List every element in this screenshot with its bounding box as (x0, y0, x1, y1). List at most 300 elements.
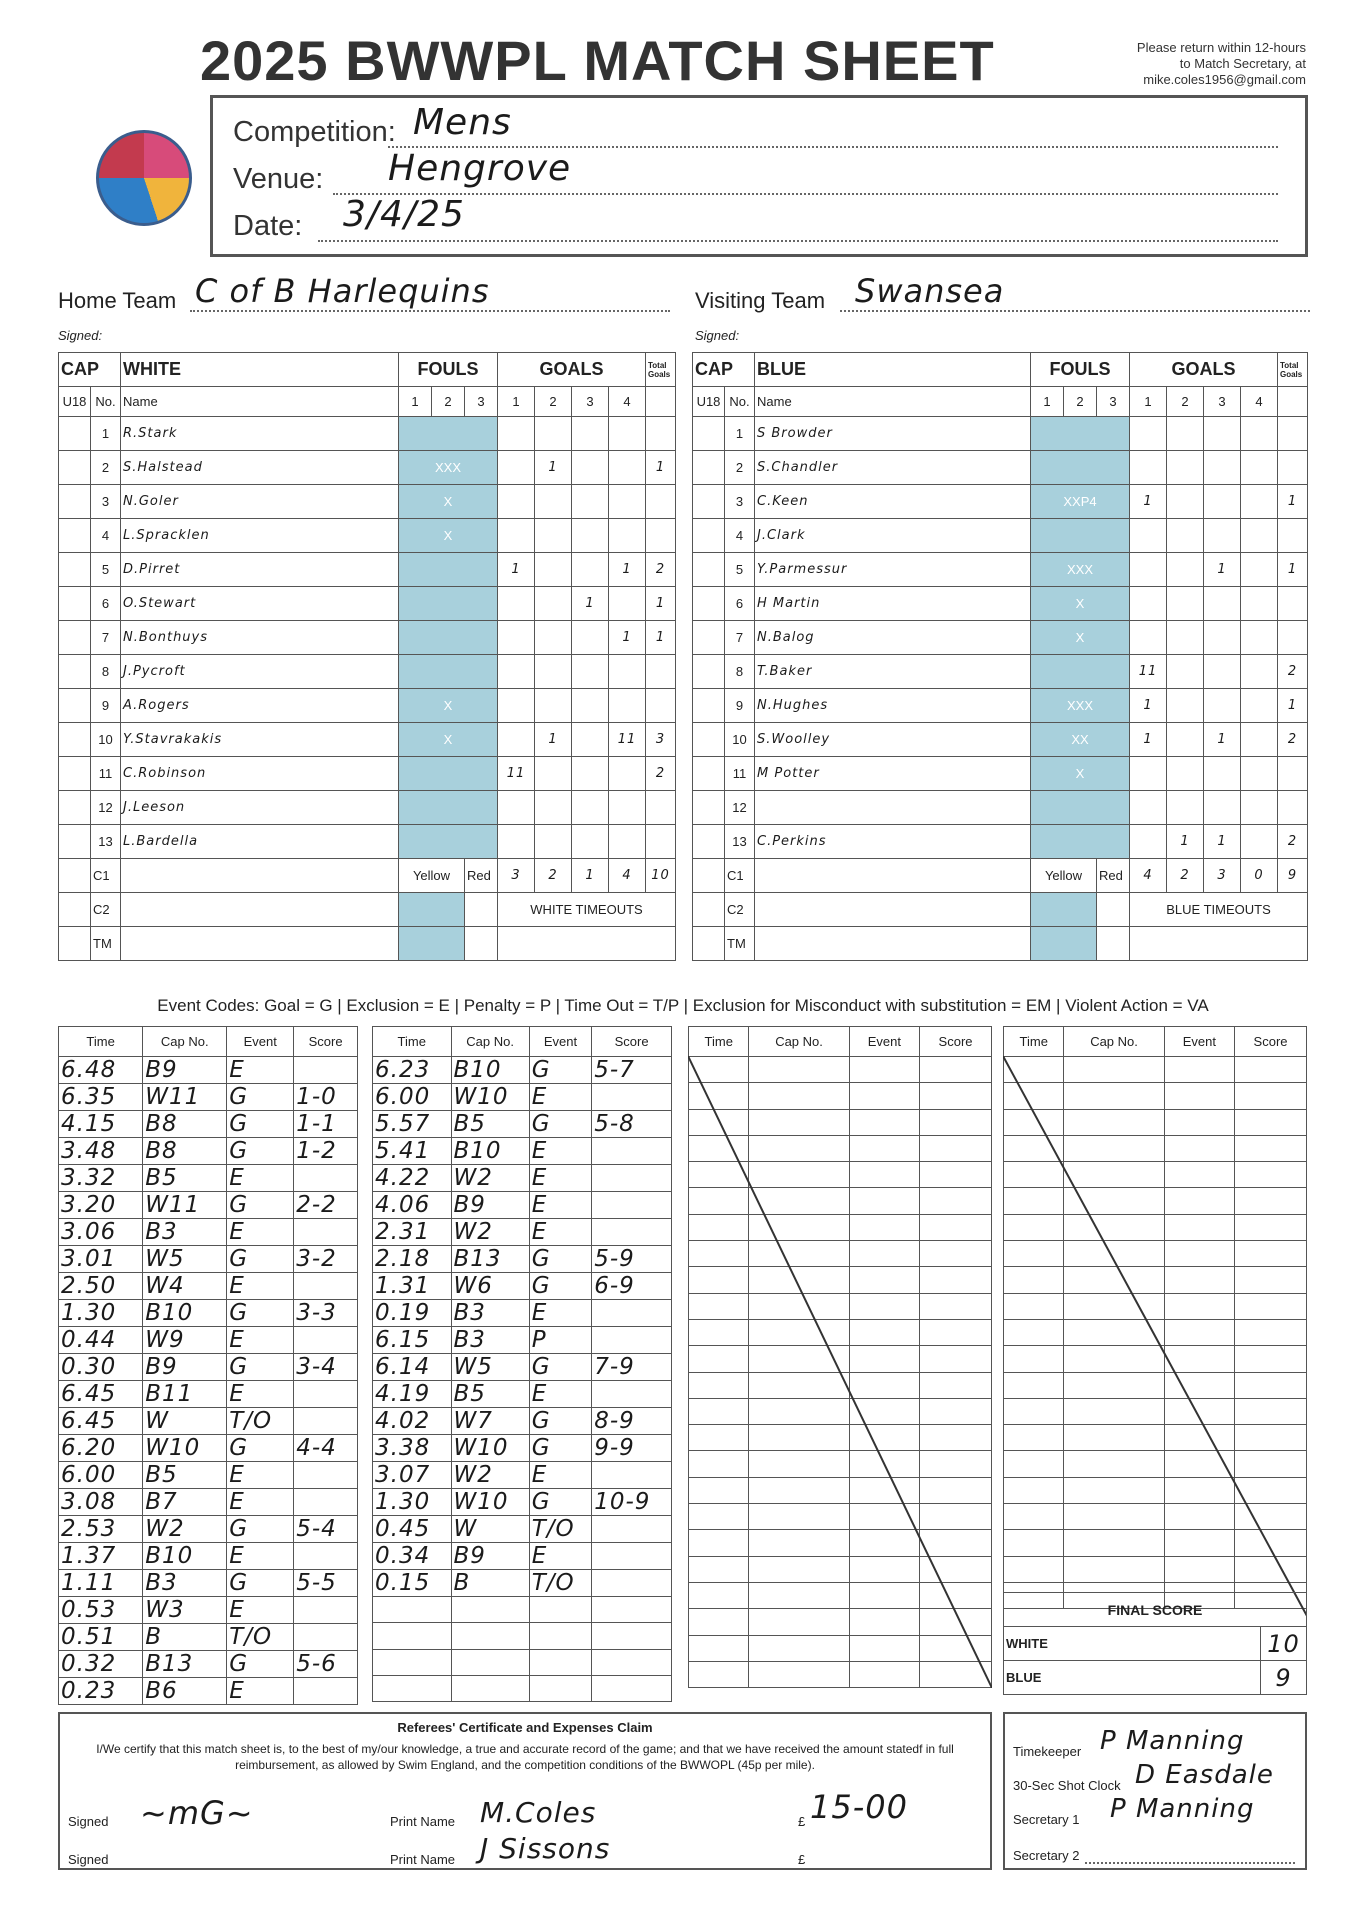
event-row (373, 1675, 672, 1701)
player-total: 2 (1278, 825, 1308, 859)
event-cell: B3 (451, 1327, 529, 1354)
player-name: S.Halstead (121, 451, 399, 485)
event-cell: B8 (143, 1111, 227, 1138)
event-row (373, 1138, 672, 1165)
event-cell: G (529, 1354, 591, 1381)
player-goals (1167, 689, 1204, 723)
player-total: 1 (646, 451, 676, 485)
event-cell: 0.51 (59, 1624, 143, 1651)
event-cell (294, 1408, 358, 1435)
event-cell: G (227, 1570, 294, 1597)
event-cell: E (227, 1489, 294, 1516)
sheet-title: 2025 BWWPL MATCH SHEET (200, 29, 995, 92)
event-cell (294, 1273, 358, 1300)
player-total (646, 825, 676, 859)
event-cell: 6.14 (373, 1354, 452, 1381)
player-goals: 1 (1204, 723, 1241, 757)
event-cell: 6.48 (59, 1057, 143, 1084)
event-cell: 1-0 (294, 1084, 358, 1111)
player-fouls (1031, 655, 1130, 689)
event-row (59, 1354, 358, 1381)
event-cell: B3 (143, 1219, 227, 1246)
strike-through-line (1003, 1056, 1307, 1616)
player-goals (1167, 485, 1204, 519)
player-fouls: XXX (399, 451, 498, 485)
player-goals (1241, 757, 1278, 791)
event-row (59, 1624, 358, 1651)
player-goals (1130, 825, 1167, 859)
player-goals (572, 485, 609, 519)
event-cell: 1.30 (59, 1300, 143, 1327)
event-cell: B13 (451, 1246, 529, 1273)
event-cell: W9 (143, 1327, 227, 1354)
event-cell: 1.11 (59, 1570, 143, 1597)
player-goals: 1 (1167, 825, 1204, 859)
event-cell: B6 (143, 1678, 227, 1705)
event-cell: W11 (143, 1192, 227, 1219)
player-fouls: X (399, 519, 498, 553)
event-cell: W3 (143, 1597, 227, 1624)
event-cell: E (529, 1462, 591, 1489)
event-cell: 4.06 (373, 1192, 452, 1219)
player-row: 3 C.Keen XXP4 1 1 (693, 485, 1308, 519)
player-total (1278, 519, 1308, 553)
event-row (373, 1489, 672, 1516)
player-total (1278, 791, 1308, 825)
event-cell: 3-3 (294, 1300, 358, 1327)
player-goals: 1 (1204, 825, 1241, 859)
referee-certificate: Referees' Certificate and Expenses Claim I/We certify that this match sheet is, to the best of my/our knowledge, a true and accurate record of the game; and that we have received the amount statedf in full reimbursement, as allowed by Swim England, and the competition conditions of the BWWOPL (45p per mile). Signed ~mG~ Print Name M.Coles £ 15-00 Signed Print Name J Sissons £ (58, 1712, 992, 1870)
player-goals (609, 791, 646, 825)
events-table-4: Time Cap No. Event Score (1003, 1026, 1307, 1609)
player-goals (1241, 553, 1278, 587)
player-goals: 11 (1130, 655, 1167, 689)
player-goals: 11 (609, 723, 646, 757)
player-goals (1167, 757, 1204, 791)
event-cell (294, 1381, 358, 1408)
event-cell: 6.35 (59, 1084, 143, 1111)
event-cell: B10 (451, 1138, 529, 1165)
event-cell: B5 (451, 1381, 529, 1408)
event-row (59, 1543, 358, 1570)
event-cell: B9 (143, 1354, 227, 1381)
event-cell: 4-4 (294, 1435, 358, 1462)
event-row (373, 1623, 672, 1649)
event-cell: 1.31 (373, 1273, 452, 1300)
player-goals: 1 (535, 723, 572, 757)
player-goals (1204, 587, 1241, 621)
event-cell: E (227, 1678, 294, 1705)
player-goals (535, 655, 572, 689)
event-cell: 3.07 (373, 1462, 452, 1489)
player-name: S.Woolley (755, 723, 1031, 757)
player-name: D.Pirret (121, 553, 399, 587)
date-label: Date: (233, 210, 303, 242)
event-cell (294, 1489, 358, 1516)
player-fouls (399, 417, 498, 451)
player-goals (535, 791, 572, 825)
event-cell: 5-7 (592, 1057, 672, 1084)
event-row (373, 1192, 672, 1219)
player-fouls: X (399, 723, 498, 757)
player-row: 12 (693, 791, 1308, 825)
player-goals (1204, 485, 1241, 519)
event-cell: G (227, 1516, 294, 1543)
player-fouls: X (399, 689, 498, 723)
player-goals (572, 757, 609, 791)
match-details-box (210, 95, 1308, 257)
final-blue-score: 9 (1261, 1661, 1307, 1695)
player-goals (609, 451, 646, 485)
event-cell: 2.31 (373, 1219, 452, 1246)
event-cell: 1-1 (294, 1111, 358, 1138)
event-row (59, 1678, 358, 1705)
event-cell (592, 1381, 672, 1408)
event-row (373, 1543, 672, 1570)
venue-label: Venue: (233, 163, 324, 195)
event-cell: T/O (227, 1624, 294, 1651)
event-row (59, 1246, 358, 1273)
player-goals: 1 (609, 621, 646, 655)
event-cell: 2.50 (59, 1273, 143, 1300)
event-cell: 6.00 (59, 1462, 143, 1489)
player-goals (1241, 723, 1278, 757)
player-goals (535, 553, 572, 587)
officials-box: Timekeeper P Manning 30-Sec Shot Clock D Easdale Secretary 1 P Manning Secretary 2 (1003, 1712, 1307, 1870)
event-cell (294, 1219, 358, 1246)
event-row (373, 1111, 672, 1138)
event-cell: 0.15 (373, 1570, 452, 1597)
events-table-1: Time Cap No. Event Score 6.48 B9 E 6.35 W11 G 1-0 4.15 B8 G 1-1 3.48 B8 G 1-2 3.32 B5 E 3.20 W11 G 2-2 3.06 B3 E 3.01 W5 G 3-2 2.50 W4 E 1.30 B10 G 3-3 0.44 W9 E 0.30 B9 G 3-4 6.45 B11 E 6.45 W T/O 6.20 W10 G 4-4 6.00 B5 E 3.08 B7 E 2.53 W2 G 5-4 1.37 B10 E 1.11 B3 G 5-5 0.53 W3 E 0.51 B T/O 0.32 B13 G 5-6 0.23 B6 E (58, 1026, 358, 1705)
event-cell: B5 (143, 1462, 227, 1489)
player-row: 13 C.Perkins 1 1 2 (693, 825, 1308, 859)
final-white-score: 10 (1261, 1627, 1307, 1661)
player-name: C.Robinson (121, 757, 399, 791)
event-cell: E (227, 1543, 294, 1570)
event-cell: 3.32 (59, 1165, 143, 1192)
player-total: 2 (1278, 655, 1308, 689)
event-cell: 6.45 (59, 1381, 143, 1408)
event-cell: W11 (143, 1084, 227, 1111)
event-cell: 0.32 (59, 1651, 143, 1678)
player-name: Y.Parmessur (755, 553, 1031, 587)
event-cell: E (227, 1327, 294, 1354)
event-cell: B10 (143, 1543, 227, 1570)
player-row: 8 J.Pycroft (59, 655, 676, 689)
player-goals (1167, 723, 1204, 757)
player-total (1278, 451, 1308, 485)
player-row: 9 N.Hughes XXX 1 1 (693, 689, 1308, 723)
player-goals (498, 825, 535, 859)
event-cell (592, 1300, 672, 1327)
event-cell: 8-9 (592, 1408, 672, 1435)
player-goals (1241, 417, 1278, 451)
player-goals (498, 621, 535, 655)
player-goals (1204, 757, 1241, 791)
player-goals (1204, 417, 1241, 451)
event-cell: 9-9 (592, 1435, 672, 1462)
player-goals (498, 655, 535, 689)
player-row: 6 H Martin X (693, 587, 1308, 621)
referee-1-print-name: M.Coles (480, 1796, 597, 1829)
event-cell (294, 1462, 358, 1489)
player-goals (609, 417, 646, 451)
player-goals (498, 485, 535, 519)
visiting-team-value: Swansea (855, 272, 1005, 310)
player-total (1278, 587, 1308, 621)
event-cell: B9 (451, 1543, 529, 1570)
event-cell: E (529, 1138, 591, 1165)
venue-value: Hengrove (388, 148, 572, 189)
event-cell: T/O (227, 1408, 294, 1435)
player-name: O.Stewart (121, 587, 399, 621)
player-total: 1 (1278, 553, 1308, 587)
event-row (373, 1649, 672, 1675)
white-team-table: CAP WHITE FOULS GOALS Total Goals U18 No. Name 1 2 3 1 2 3 4 1 R.Stark 2 S.Halstead XXX 1 1 3 N.Goler X 4 L.Spracklen X 5 D.Pirret 1 1 2 6 O.Stewart 1 1 7 N.Bonthuys 1 1 8 J.Pycroft 9 A.Rogers X 10 Y.Stavrakakis X 1 11 3 11 C.Robinson 11 2 12 J.Leeson 13 L.Bardella C1 Yellow Red 3 2 1 4 10 C2 WHITE TIMEOUTS TM (58, 352, 676, 961)
player-fouls (399, 553, 498, 587)
player-goals (609, 689, 646, 723)
player-goals (1130, 621, 1167, 655)
player-fouls: X (1031, 587, 1130, 621)
player-goals: 1 (535, 451, 572, 485)
event-cell: 6.45 (59, 1408, 143, 1435)
event-cell: G (529, 1408, 591, 1435)
player-goals: 1 (609, 553, 646, 587)
player-goals (498, 791, 535, 825)
event-cell: 7-9 (592, 1354, 672, 1381)
event-cell: G (529, 1246, 591, 1273)
event-row (59, 1462, 358, 1489)
event-cell: W (143, 1408, 227, 1435)
player-row: 5 D.Pirret 1 1 2 (59, 553, 676, 587)
player-name: J.Clark (755, 519, 1031, 553)
player-name: N.Hughes (755, 689, 1031, 723)
event-row (59, 1570, 358, 1597)
player-name: S Browder (755, 417, 1031, 451)
player-goals (609, 757, 646, 791)
event-cell: 5.41 (373, 1138, 452, 1165)
event-row (59, 1165, 358, 1192)
player-fouls (1031, 825, 1130, 859)
event-cell: W10 (451, 1084, 529, 1111)
player-total: 2 (1278, 723, 1308, 757)
event-cell: 5-4 (294, 1516, 358, 1543)
player-name: Y.Stavrakakis (121, 723, 399, 757)
event-cell (592, 1165, 672, 1192)
event-cell: E (227, 1597, 294, 1624)
event-cell (592, 1219, 672, 1246)
player-goals (1167, 417, 1204, 451)
competition-value: Mens (413, 102, 512, 143)
event-cell: 5-6 (294, 1651, 358, 1678)
event-cell: 6.20 (59, 1435, 143, 1462)
event-cell: E (529, 1543, 591, 1570)
player-row: 11 M Potter X (693, 757, 1308, 791)
referee-1-amount: 15-00 (810, 1788, 908, 1826)
event-cell: 5-8 (592, 1111, 672, 1138)
player-name: C.Keen (755, 485, 1031, 519)
return-note: Please return within 12-hours to Match Secretary, at mike.coles1956@gmail.com (1136, 40, 1306, 87)
event-cell: 2-2 (294, 1192, 358, 1219)
player-fouls (399, 791, 498, 825)
event-cell: 2.53 (59, 1516, 143, 1543)
player-total (646, 519, 676, 553)
event-row (59, 1219, 358, 1246)
player-goals (1167, 553, 1204, 587)
event-cell: T/O (529, 1570, 591, 1597)
player-goals (1130, 519, 1167, 553)
player-total (646, 485, 676, 519)
event-cell: E (227, 1057, 294, 1084)
event-cell: 0.34 (373, 1543, 452, 1570)
player-name: C.Perkins (755, 825, 1031, 859)
player-goals (535, 587, 572, 621)
player-goals (1130, 757, 1167, 791)
event-cell: 3-2 (294, 1246, 358, 1273)
event-cell: 4.22 (373, 1165, 452, 1192)
event-cell: 2.18 (373, 1246, 452, 1273)
event-cell: B8 (143, 1138, 227, 1165)
event-cell: B9 (451, 1192, 529, 1219)
event-cell: B5 (451, 1111, 529, 1138)
player-row: 13 L.Bardella (59, 825, 676, 859)
player-row: 3 N.Goler X (59, 485, 676, 519)
event-cell: 4.02 (373, 1408, 452, 1435)
event-row (373, 1354, 672, 1381)
event-cell: W10 (451, 1435, 529, 1462)
player-goals (1241, 485, 1278, 519)
event-cell (294, 1327, 358, 1354)
event-cell: 5-9 (592, 1246, 672, 1273)
event-row (373, 1381, 672, 1408)
event-cell: 5.57 (373, 1111, 452, 1138)
event-cell: 4.19 (373, 1381, 452, 1408)
event-cell: 1.37 (59, 1543, 143, 1570)
home-team-label: Home Team (58, 288, 177, 313)
event-cell: B13 (143, 1651, 227, 1678)
water-polo-ball-logo (96, 130, 192, 226)
event-cell: B (143, 1624, 227, 1651)
event-row (373, 1435, 672, 1462)
player-goals: 1 (1130, 689, 1167, 723)
event-cell: B5 (143, 1165, 227, 1192)
event-cell: G (529, 1111, 591, 1138)
timekeeper-name: P Manning (1100, 1726, 1245, 1756)
event-cell (592, 1327, 672, 1354)
event-cell (592, 1138, 672, 1165)
player-goals (535, 485, 572, 519)
event-cell: 5-5 (294, 1570, 358, 1597)
event-cell: B (451, 1570, 529, 1597)
player-goals (1241, 451, 1278, 485)
event-row (373, 1084, 672, 1111)
player-row: 7 N.Bonthuys 1 1 (59, 621, 676, 655)
player-goals (498, 451, 535, 485)
event-row (59, 1192, 358, 1219)
competition-label: Competition: (233, 116, 396, 148)
event-cell: G (529, 1057, 591, 1084)
player-fouls: XXX (1031, 689, 1130, 723)
player-fouls (1031, 519, 1130, 553)
event-cell: 0.45 (373, 1516, 452, 1543)
player-total: 1 (646, 621, 676, 655)
player-name (755, 791, 1031, 825)
player-total: 3 (646, 723, 676, 757)
event-cell: G (529, 1273, 591, 1300)
home-signed-label: Signed: (58, 328, 103, 343)
player-fouls: XXP4 (1031, 485, 1130, 519)
player-fouls (1031, 791, 1130, 825)
player-fouls: X (1031, 621, 1130, 655)
events-table-2: Time Cap No. Event Score 6.23 B10 G 5-7 6.00 W10 E 5.57 B5 G 5-8 5.41 B10 E 4.22 W2 E 4.06 B9 E 2.31 W2 E 2.18 B13 G 5-9 1.31 W6 G 6-9 0.19 B3 E 6.15 B3 P 6.14 W5 G 7-9 4.19 B5 E 4.02 W7 G 8-9 3.38 W10 G 9-9 3.07 W2 E 1.30 W10 G 10-9 0.45 W T/O 0.34 B9 E 0.15 B T/O (372, 1026, 672, 1702)
event-cell (294, 1057, 358, 1084)
event-row (59, 1651, 358, 1678)
player-goals (1130, 553, 1167, 587)
event-cell (294, 1597, 358, 1624)
event-cell: E (529, 1381, 591, 1408)
player-fouls (399, 655, 498, 689)
event-cell: G (529, 1489, 591, 1516)
player-goals (572, 723, 609, 757)
player-goals (498, 689, 535, 723)
player-fouls (399, 621, 498, 655)
player-name: S.Chandler (755, 451, 1031, 485)
player-total (646, 655, 676, 689)
player-name: A.Rogers (121, 689, 399, 723)
event-cell: W5 (451, 1354, 529, 1381)
player-goals (1167, 587, 1204, 621)
event-cell: G (227, 1651, 294, 1678)
event-cell (294, 1165, 358, 1192)
event-cell: 6.15 (373, 1327, 452, 1354)
player-goals (572, 519, 609, 553)
event-cell (592, 1570, 672, 1597)
player-row: 1 R.Stark (59, 417, 676, 451)
event-cell (294, 1624, 358, 1651)
shot-clock-name: D Easdale (1135, 1760, 1274, 1790)
event-row (373, 1300, 672, 1327)
player-goals (535, 757, 572, 791)
player-fouls (399, 587, 498, 621)
event-row (59, 1381, 358, 1408)
event-cell: 3.01 (59, 1246, 143, 1273)
player-goals: 1 (1130, 723, 1167, 757)
event-cell: B3 (143, 1570, 227, 1597)
event-cell: E (227, 1219, 294, 1246)
strike-through-line (688, 1056, 992, 1688)
event-cell: W (451, 1516, 529, 1543)
player-goals (535, 825, 572, 859)
player-name: M Potter (755, 757, 1031, 791)
player-row: 9 A.Rogers X (59, 689, 676, 723)
player-name: J.Pycroft (121, 655, 399, 689)
player-goals (535, 519, 572, 553)
event-cell: G (227, 1084, 294, 1111)
event-cell: G (529, 1435, 591, 1462)
event-cell: W2 (451, 1462, 529, 1489)
player-goals (609, 485, 646, 519)
player-row: 8 T.Baker 11 2 (693, 655, 1308, 689)
event-cell (294, 1678, 358, 1705)
event-cell (592, 1516, 672, 1543)
event-cell: G (227, 1192, 294, 1219)
player-row: 1 S Browder (693, 417, 1308, 451)
event-cell: E (529, 1300, 591, 1327)
event-cell: B3 (451, 1300, 529, 1327)
player-fouls: XXX (1031, 553, 1130, 587)
player-total: 1 (1278, 485, 1308, 519)
player-row: 6 O.Stewart 1 1 (59, 587, 676, 621)
